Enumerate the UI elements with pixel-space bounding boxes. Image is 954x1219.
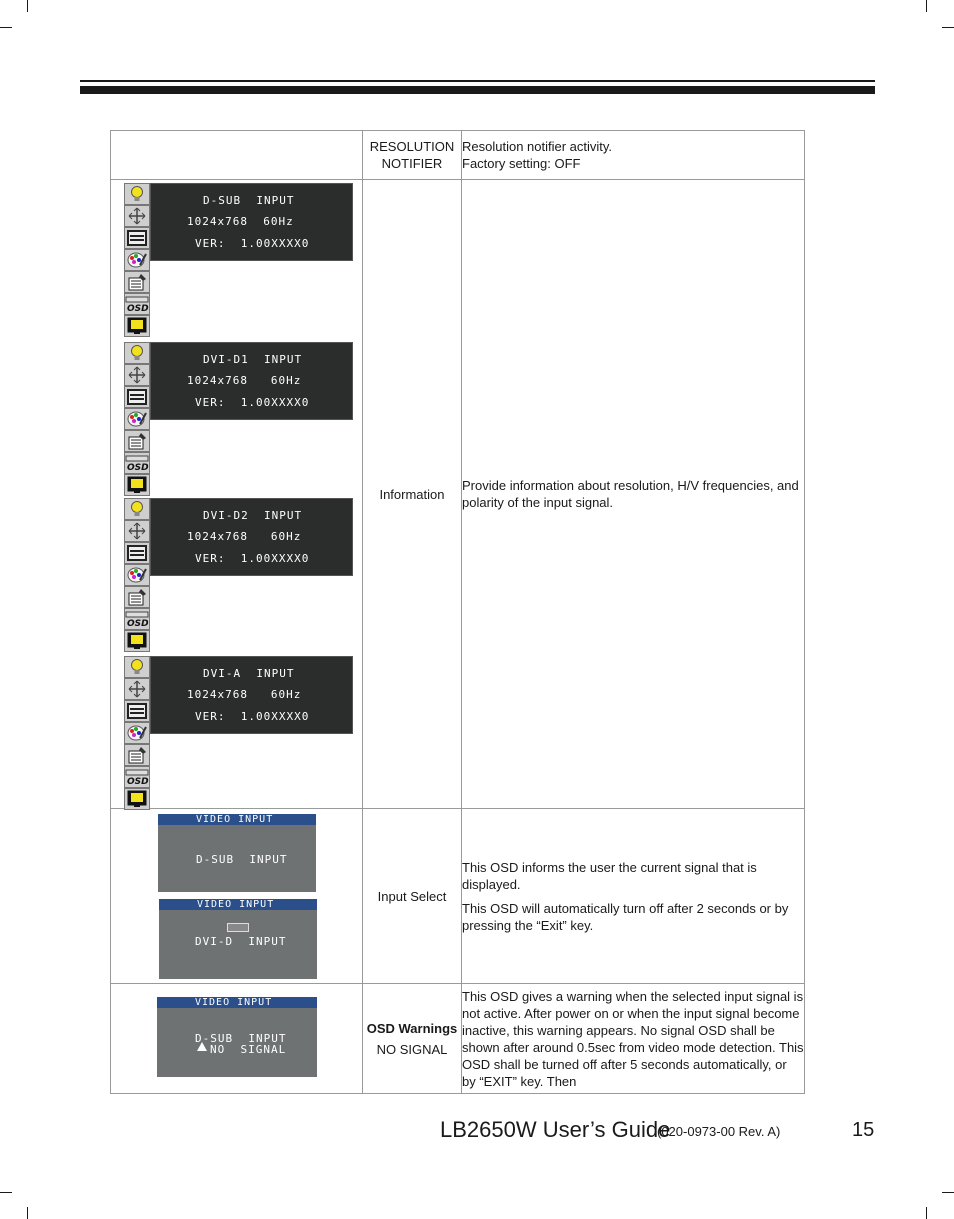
monitor-icon: [124, 630, 150, 652]
function-label: RESOLUTION NOTIFIER: [369, 139, 455, 171]
header-rule-thick: [80, 86, 875, 94]
guide-title: LB2650W User’s Guide: [440, 1117, 671, 1142]
description-text: This OSD gives a warning when the selected input signal is not active. After power on or when the input signal become inactive, this warning appears. No signal OSD shall be shown after around 0.5sec from video mode detection. This OSD shall be turned off after 5 seconds automatically, or by “EXIT” key. Then: [462, 989, 804, 1089]
revision-number: (020-0973-00 Rev. A): [657, 1124, 781, 1139]
keyboard-icon: [227, 923, 249, 932]
crop-mark: [27, 0, 28, 12]
osd-version: VER: 1.00XXXX0: [195, 395, 310, 409]
description-cell: [462, 984, 805, 1094]
svg-text:OSD: OSD: [127, 462, 149, 471]
osd-title-bar: VIDEO INPUT: [157, 997, 317, 1008]
crop-mark: [942, 1192, 954, 1193]
osd-information-screen: [150, 498, 353, 576]
warning-icon: [197, 1042, 207, 1051]
description-text: This OSD will automatically turn off after 2 seconds or by pressing the “Exit” key.: [462, 900, 789, 933]
osd-input-text: D-SUB INPUT: [195, 1031, 287, 1045]
table-row: [111, 131, 805, 180]
osd-info-screens: [111, 181, 362, 808]
osd-resolution: 1024x768 60Hz: [187, 687, 302, 701]
osd-information-screen: [150, 342, 353, 420]
osd-menu-icon-strip: [124, 656, 150, 810]
osd-input-select-screens: [111, 810, 362, 983]
osd-input-text: DVI-D INPUT: [195, 934, 287, 948]
osd-menu-icon-strip: [124, 342, 150, 496]
osd-title-bar: VIDEO INPUT: [159, 899, 317, 910]
crop-mark: [926, 1207, 927, 1219]
crop-mark: [926, 0, 927, 12]
description-text: Factory setting: OFF: [462, 156, 581, 171]
settings-icon: [124, 744, 150, 766]
crop-mark: [0, 27, 12, 28]
display-icon: [124, 542, 150, 564]
osd-warning-text: NO SIGNAL: [210, 1042, 287, 1056]
monitor-icon: [124, 474, 150, 496]
description-cell: [462, 131, 805, 180]
monitor-icon: [124, 788, 150, 810]
settings-icon: [124, 271, 150, 293]
osd-input-name: D-SUB INPUT: [203, 193, 295, 207]
osd-resolution: 1024x768 60Hz: [187, 529, 302, 543]
bulb-icon: [124, 183, 150, 205]
osd-icon: [124, 766, 150, 788]
palette-icon: [124, 564, 150, 586]
palette-icon: [124, 722, 150, 744]
osd-input-name: DVI-D1 INPUT: [203, 352, 303, 366]
crop-mark: [942, 27, 954, 28]
description-text: Provide information about resolution, H/V frequencies, and polarity of the input signal.: [462, 478, 799, 510]
osd-warning-screen: [111, 985, 362, 1093]
image-cell: [111, 809, 363, 984]
page-number: 15: [852, 1119, 875, 1141]
function-cell: [363, 180, 462, 809]
display-icon: [124, 386, 150, 408]
osd-input-name: DVI-A INPUT: [203, 666, 295, 680]
function-cell: [363, 984, 462, 1094]
svg-text:OSD: OSD: [127, 303, 149, 312]
osd-information-screen: [150, 656, 353, 734]
move-icon: [124, 520, 150, 542]
settings-icon: [124, 586, 150, 608]
osd-title-bar: VIDEO INPUT: [158, 814, 316, 825]
table-row: [111, 984, 805, 1094]
function-label: Information: [379, 486, 445, 502]
osd-input-text: D-SUB INPUT: [196, 852, 288, 866]
move-icon: [124, 678, 150, 700]
function-cell: [363, 809, 462, 984]
palette-icon: [124, 408, 150, 430]
svg-text:OSD: OSD: [127, 776, 149, 785]
osd-resolution: 1024x768 60Hz: [187, 373, 302, 387]
osd-function-table: [110, 130, 805, 1094]
osd-version: VER: 1.00XXXX0: [195, 236, 310, 250]
description-cell: [462, 180, 805, 809]
osd-resolution: 1024x768 60Hz: [187, 214, 294, 228]
bulb-icon: [124, 342, 150, 364]
osd-menu-icon-strip: [124, 498, 150, 652]
osd-video-input-dsub: [158, 814, 316, 892]
crop-mark: [0, 1192, 12, 1193]
table-row: [111, 180, 805, 809]
bulb-icon: [124, 656, 150, 678]
description-text: Resolution notifier activity.: [462, 139, 613, 154]
osd-no-signal: [157, 997, 317, 1077]
osd-input-name: DVI-D2 INPUT: [203, 508, 303, 522]
osd-video-input-dvid: [159, 899, 317, 979]
osd-icon: [124, 293, 150, 315]
palette-icon: [124, 249, 150, 271]
image-cell: [111, 180, 363, 809]
osd-information-screen: [150, 183, 353, 261]
svg-text:OSD: OSD: [127, 618, 149, 627]
osd-menu-icon-strip: [124, 183, 150, 337]
display-icon: [124, 700, 150, 722]
function-label: NO SIGNAL: [376, 1041, 448, 1057]
osd-version: VER: 1.00XXXX0: [195, 551, 310, 565]
table-row: [111, 809, 805, 984]
function-label: Input Select: [377, 888, 447, 904]
monitor-icon: [124, 315, 150, 337]
function-label-bold: OSD Warnings: [366, 1020, 458, 1036]
settings-icon: [124, 430, 150, 452]
description-text: This OSD informs the user the current signal that is displayed.: [462, 859, 757, 892]
bulb-icon: [124, 498, 150, 520]
osd-icon: [124, 452, 150, 474]
osd-icon: [124, 608, 150, 630]
header-rule-thin: [80, 80, 875, 82]
display-icon: [124, 227, 150, 249]
description-cell: [462, 809, 805, 984]
move-icon: [124, 364, 150, 386]
function-cell: [363, 131, 462, 180]
crop-mark: [27, 1207, 28, 1219]
image-cell: [111, 984, 363, 1094]
image-cell: [111, 131, 363, 180]
osd-version: VER: 1.00XXXX0: [195, 709, 310, 723]
move-icon: [124, 205, 150, 227]
